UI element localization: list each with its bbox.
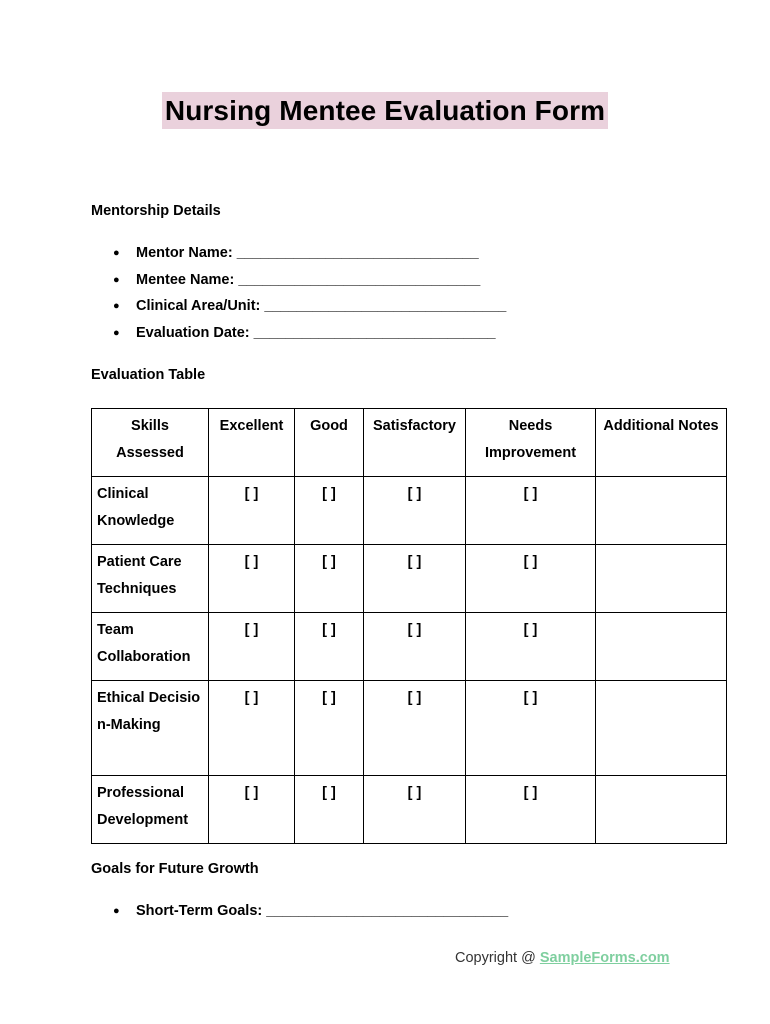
bullet-icon: ● xyxy=(113,300,120,313)
skill-cell: Clinical Knowledge xyxy=(92,477,209,545)
notes-cell[interactable] xyxy=(596,776,727,844)
satisfactory-checkbox[interactable]: [ ] xyxy=(364,613,466,681)
needs-improvement-checkbox[interactable]: [ ] xyxy=(466,613,596,681)
notes-cell[interactable] xyxy=(596,613,727,681)
satisfactory-checkbox[interactable]: [ ] xyxy=(364,776,466,844)
mentor-name-field[interactable] xyxy=(113,240,506,267)
excellent-checkbox[interactable]: [ ] xyxy=(209,613,295,681)
satisfactory-checkbox[interactable]: [ ] xyxy=(364,545,466,613)
needs-improvement-checkbox[interactable]: [ ] xyxy=(466,776,596,844)
mentee-name-field[interactable] xyxy=(113,267,506,294)
field-blank[interactable]: ______________________________ xyxy=(238,271,481,288)
good-checkbox[interactable]: [ ] xyxy=(295,776,364,844)
column-header-excellent: Excellent xyxy=(209,409,295,477)
skill-cell: Ethical Decision-Making xyxy=(92,681,209,776)
excellent-checkbox[interactable]: [ ] xyxy=(209,776,295,844)
column-header-good: Good xyxy=(295,409,364,477)
mentorship-details-heading: Mentorship Details xyxy=(91,203,221,219)
table-row xyxy=(92,613,727,681)
evaluation-date-field[interactable] xyxy=(113,320,506,347)
column-header-additional-notes: Additional Notes xyxy=(596,409,727,477)
good-checkbox[interactable]: [ ] xyxy=(295,477,364,545)
copyright-footer xyxy=(455,950,670,966)
field-label: Short-Term Goals: xyxy=(136,903,267,919)
excellent-checkbox[interactable]: [ ] xyxy=(209,477,295,545)
evaluation-table xyxy=(91,408,727,844)
clinical-area-field[interactable] xyxy=(113,293,506,320)
table-row xyxy=(92,776,727,844)
column-header-satisfactory: Satisfactory xyxy=(364,409,466,477)
field-label: Mentor Name: xyxy=(136,245,237,261)
field-label: Mentee Name: xyxy=(136,271,239,288)
short-term-goals-field[interactable] xyxy=(113,898,508,925)
evaluation-table-heading: Evaluation Table xyxy=(91,367,206,383)
bullet-icon: ● xyxy=(113,273,120,286)
notes-cell[interactable] xyxy=(596,681,727,776)
skill-cell: Professional Development xyxy=(92,776,209,844)
table-row xyxy=(92,681,727,776)
column-header-needs-improvement: Needs Improvement xyxy=(466,409,596,477)
bullet-icon: ● xyxy=(113,905,120,917)
bullet-icon: ● xyxy=(113,327,120,340)
good-checkbox[interactable]: [ ] xyxy=(295,613,364,681)
needs-improvement-checkbox[interactable]: [ ] xyxy=(466,477,596,545)
satisfactory-checkbox[interactable]: [ ] xyxy=(364,477,466,545)
column-header-skills: Skills Assessed xyxy=(92,409,209,477)
good-checkbox[interactable]: [ ] xyxy=(295,681,364,776)
field-blank[interactable]: ______________________________ xyxy=(266,903,509,919)
needs-improvement-checkbox[interactable]: [ ] xyxy=(466,681,596,776)
bullet-icon: ● xyxy=(113,247,120,259)
field-label: Evaluation Date: xyxy=(136,325,254,342)
table-header-row xyxy=(92,409,727,477)
field-blank[interactable]: ______________________________ xyxy=(253,325,496,342)
form-title xyxy=(0,92,770,129)
field-blank[interactable]: ______________________________ xyxy=(264,298,507,315)
goals-fields-list xyxy=(113,898,508,925)
needs-improvement-checkbox[interactable]: [ ] xyxy=(466,545,596,613)
form-title-text: Nursing Mentee Evaluation Form xyxy=(162,92,608,129)
sampleforms-link[interactable]: SampleForms.com xyxy=(539,950,670,966)
skill-cell: Team Collaboration xyxy=(92,613,209,681)
notes-cell[interactable] xyxy=(596,545,727,613)
table-row xyxy=(92,545,727,613)
field-blank[interactable]: ______________________________ xyxy=(236,245,479,261)
notes-cell[interactable] xyxy=(596,477,727,545)
skill-cell: Patient Care Techniques xyxy=(92,545,209,613)
field-label: Clinical Area/Unit: xyxy=(136,298,265,315)
table-row xyxy=(92,477,727,545)
goals-heading: Goals for Future Growth xyxy=(91,861,259,877)
satisfactory-checkbox[interactable]: [ ] xyxy=(364,681,466,776)
good-checkbox[interactable]: [ ] xyxy=(295,545,364,613)
excellent-checkbox[interactable]: [ ] xyxy=(209,681,295,776)
excellent-checkbox[interactable]: [ ] xyxy=(209,545,295,613)
copyright-prefix: Copyright @ xyxy=(455,950,540,966)
mentorship-fields-list xyxy=(113,240,506,347)
